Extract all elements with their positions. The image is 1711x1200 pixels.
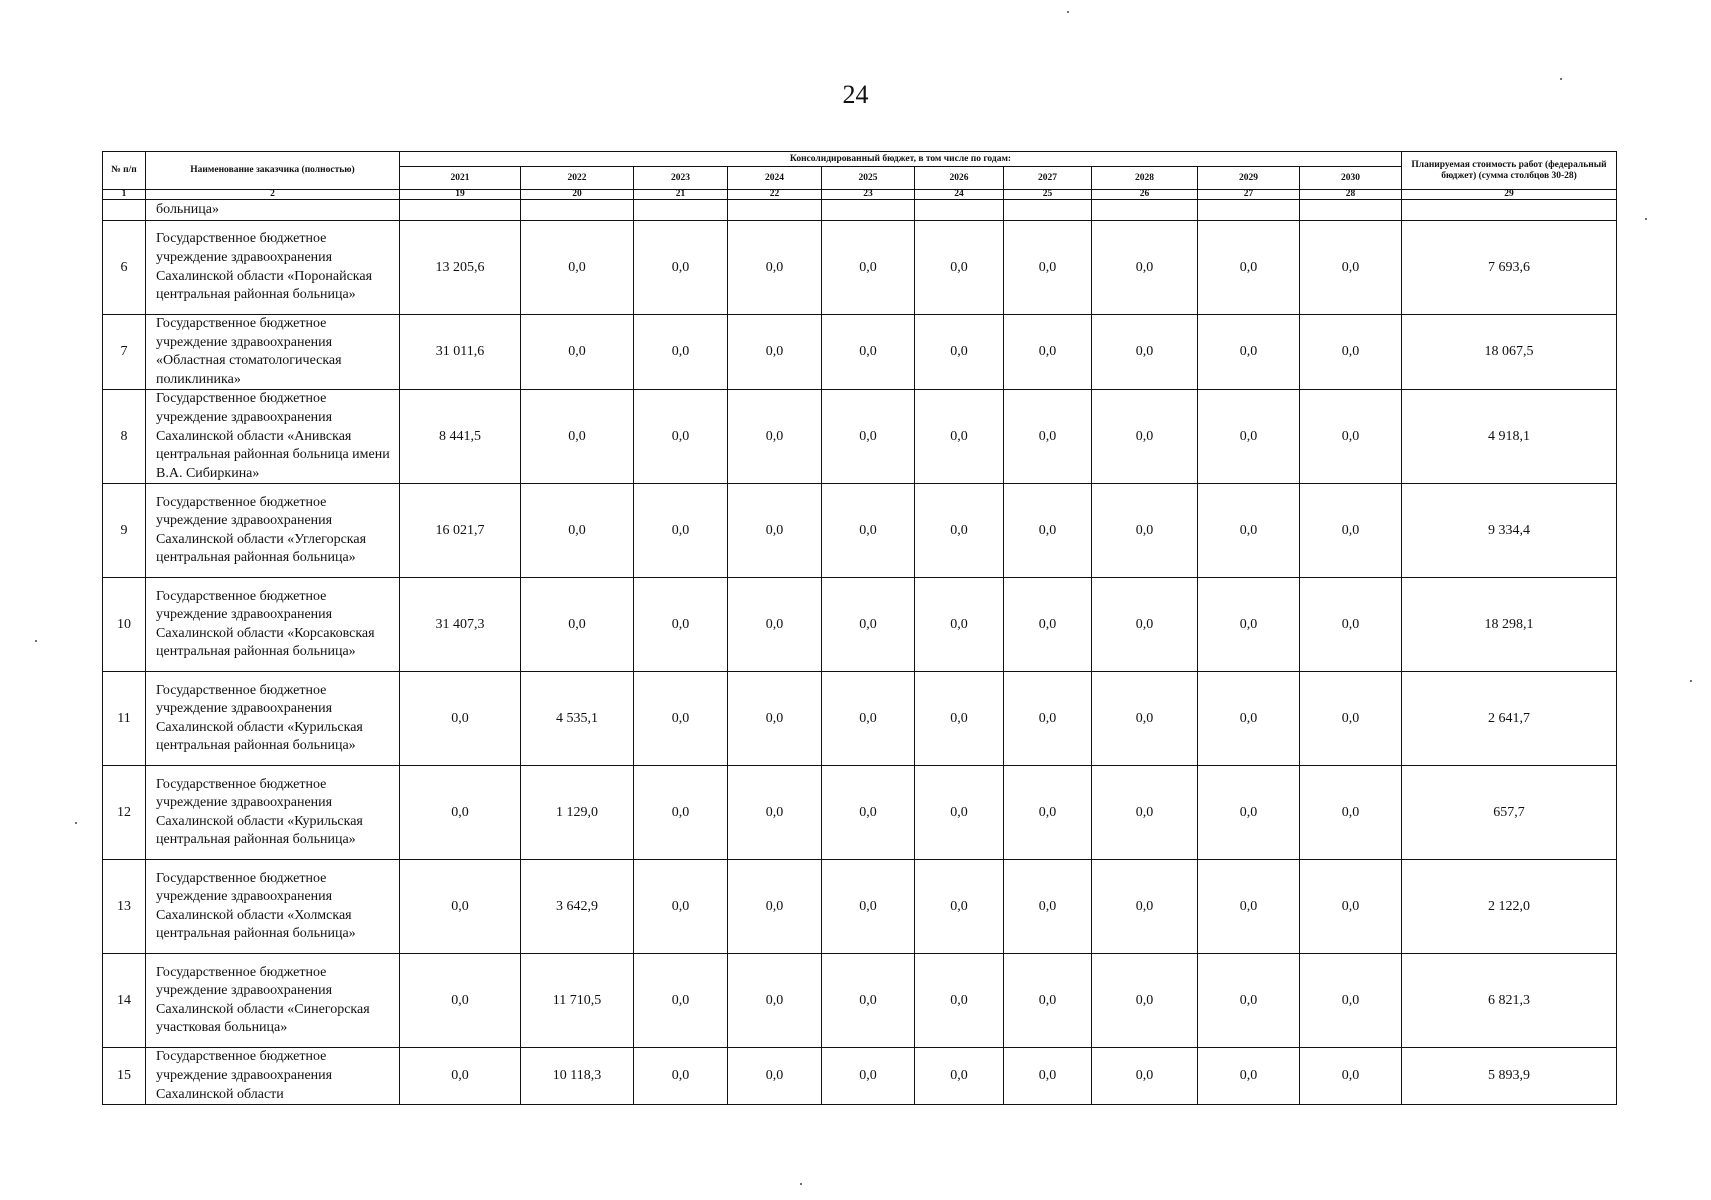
budget-value-2024: 0,0 — [728, 860, 822, 954]
customer-name: Государственное бюджетное учреждение здравоохранения Сахалинской области «Корсаковская центральная районная больница» — [146, 578, 400, 672]
budget-value-2030: 0,0 — [1300, 484, 1402, 578]
table-row — [103, 766, 1617, 860]
table-body — [103, 200, 1617, 1105]
budget-value-2029: 0,0 — [1198, 672, 1300, 766]
row-number: 9 — [103, 484, 146, 578]
budget-value-2024: 0,0 — [728, 484, 822, 578]
column-number-cell: 22 — [728, 190, 822, 200]
budget-value-2028: 0,0 — [1092, 1048, 1198, 1105]
budget-value-2023: 0,0 — [634, 766, 728, 860]
budget-value-2023: 0,0 — [634, 390, 728, 484]
year-header-2030: 2030 — [1300, 167, 1402, 190]
budget-value-2027: 0,0 — [1004, 578, 1092, 672]
budget-value-2030: 0,0 — [1300, 390, 1402, 484]
table-row — [103, 578, 1617, 672]
row-number: 6 — [103, 221, 146, 315]
planned-cost: 7 693,6 — [1402, 221, 1617, 315]
budget-value-2021: 0,0 — [400, 954, 521, 1048]
budget-value-2027: 0,0 — [1004, 315, 1092, 390]
budget-value-2022: 0,0 — [521, 484, 634, 578]
header-num: № п/п — [103, 152, 146, 190]
year-header-2023: 2023 — [634, 167, 728, 190]
budget-value-2023: 0,0 — [634, 484, 728, 578]
row-number: 14 — [103, 954, 146, 1048]
budget-value-2027: 0,0 — [1004, 484, 1092, 578]
budget-value-2024: 0,0 — [728, 315, 822, 390]
budget-value-2027: 0,0 — [1004, 954, 1092, 1048]
scan-speck — [35, 640, 37, 642]
budget-value-2027: 0,0 — [1004, 390, 1092, 484]
budget-value-2024: 0,0 — [728, 578, 822, 672]
budget-value-2022: 0,0 — [521, 315, 634, 390]
budget-value-2022: 0,0 — [521, 221, 634, 315]
budget-value-2021: 31 407,3 — [400, 578, 521, 672]
planned-cost: 2 641,7 — [1402, 672, 1617, 766]
carryover-num-cell — [103, 200, 146, 221]
budget-value-2024: 0,0 — [728, 954, 822, 1048]
column-number-cell: 19 — [400, 190, 521, 200]
budget-value-2021: 13 205,6 — [400, 221, 521, 315]
row-number: 8 — [103, 390, 146, 484]
header-budget-group: Консолидированный бюджет, в том числе по годам: — [400, 152, 1402, 167]
carryover-name: больница» — [146, 200, 400, 221]
customer-name: Государственное бюджетное учреждение здравоохранения Сахалинской области «Углегорская центральная районная больница» — [146, 484, 400, 578]
column-number-cell: 20 — [521, 190, 634, 200]
budget-value-2028: 0,0 — [1092, 315, 1198, 390]
table-row — [103, 315, 1617, 390]
year-header-2027: 2027 — [1004, 167, 1092, 190]
budget-value-2021: 0,0 — [400, 672, 521, 766]
column-number-cell: 21 — [634, 190, 728, 200]
year-header-2026: 2026 — [915, 167, 1004, 190]
budget-value-2029: 0,0 — [1198, 221, 1300, 315]
budget-value-2026: 0,0 — [915, 221, 1004, 315]
budget-value-2025: 0,0 — [822, 578, 915, 672]
budget-value-2025: 0,0 — [822, 1048, 915, 1105]
budget-value-2024: 0,0 — [728, 672, 822, 766]
budget-value-2029: 0,0 — [1198, 954, 1300, 1048]
budget-value-2025: 0,0 — [822, 315, 915, 390]
column-number-row — [103, 190, 1617, 200]
row-number: 7 — [103, 315, 146, 390]
budget-value-2021: 0,0 — [400, 1048, 521, 1105]
budget-value-2023: 0,0 — [634, 578, 728, 672]
budget-value-2021: 0,0 — [400, 766, 521, 860]
customer-name: Государственное бюджетное учреждение здравоохранения Сахалинской области «Холмская центральная районная больница» — [146, 860, 400, 954]
budget-value-2023: 0,0 — [634, 1048, 728, 1105]
customer-name: Государственное бюджетное учреждение здравоохранения Сахалинской области «Синегорская участковая больница» — [146, 954, 400, 1048]
scan-speck — [75, 822, 77, 824]
customer-name: Государственное бюджетное учреждение здравоохранения Сахалинской области — [146, 1048, 400, 1105]
scan-speck — [1560, 78, 1562, 80]
column-number-cell: 23 — [822, 190, 915, 200]
budget-value-2022: 11 710,5 — [521, 954, 634, 1048]
budget-value-2030: 0,0 — [1300, 315, 1402, 390]
budget-value-2024: 0,0 — [728, 1048, 822, 1105]
column-number-cell: 2 — [146, 190, 400, 200]
header-total: Планируемая стоимость работ (федеральный бюджет) (сумма столбцов 30-28) — [1402, 152, 1617, 190]
budget-value-2029: 0,0 — [1198, 390, 1300, 484]
budget-value-2026: 0,0 — [915, 860, 1004, 954]
budget-value-2025: 0,0 — [822, 484, 915, 578]
budget-value-2029: 0,0 — [1198, 315, 1300, 390]
budget-value-2022: 0,0 — [521, 578, 634, 672]
budget-value-2026: 0,0 — [915, 315, 1004, 390]
budget-value-2023: 0,0 — [634, 860, 728, 954]
budget-value-2028: 0,0 — [1092, 672, 1198, 766]
budget-value-2028: 0,0 — [1092, 578, 1198, 672]
column-number-cell: 1 — [103, 190, 146, 200]
scan-speck — [1645, 218, 1647, 220]
planned-cost: 2 122,0 — [1402, 860, 1617, 954]
budget-value-2022: 1 129,0 — [521, 766, 634, 860]
planned-cost: 4 918,1 — [1402, 390, 1617, 484]
year-header-2029: 2029 — [1198, 167, 1300, 190]
budget-value-2025: 0,0 — [822, 672, 915, 766]
budget-value-2028: 0,0 — [1092, 390, 1198, 484]
column-number-cell: 29 — [1402, 190, 1617, 200]
budget-value-2025: 0,0 — [822, 766, 915, 860]
budget-value-2028: 0,0 — [1092, 484, 1198, 578]
budget-value-2022: 0,0 — [521, 390, 634, 484]
budget-value-2028: 0,0 — [1092, 954, 1198, 1048]
scan-speck — [1067, 11, 1069, 13]
table-row — [103, 954, 1617, 1048]
budget-value-2027: 0,0 — [1004, 766, 1092, 860]
budget-value-2024: 0,0 — [728, 390, 822, 484]
planned-cost: 6 821,3 — [1402, 954, 1617, 1048]
budget-value-2027: 0,0 — [1004, 221, 1092, 315]
customer-name: Государственное бюджетное учреждение здравоохранения Сахалинской области «Курильская центральная районная больница» — [146, 672, 400, 766]
row-number: 13 — [103, 860, 146, 954]
budget-value-2024: 0,0 — [728, 766, 822, 860]
customer-name: Государственное бюджетное учреждение здравоохранения Сахалинской области «Курильская центральная районная больница» — [146, 766, 400, 860]
scan-speck — [800, 1183, 802, 1185]
table-row — [103, 390, 1617, 484]
budget-value-2025: 0,0 — [822, 221, 915, 315]
budget-value-2028: 0,0 — [1092, 860, 1198, 954]
planned-cost: 5 893,9 — [1402, 1048, 1617, 1105]
carryover-row — [103, 200, 1617, 221]
year-header-2028: 2028 — [1092, 167, 1198, 190]
row-number: 12 — [103, 766, 146, 860]
budget-value-2022: 4 535,1 — [521, 672, 634, 766]
budget-value-2029: 0,0 — [1198, 860, 1300, 954]
budget-value-2025: 0,0 — [822, 390, 915, 484]
budget-value-2026: 0,0 — [915, 1048, 1004, 1105]
column-number-cell: 24 — [915, 190, 1004, 200]
table-row — [103, 860, 1617, 954]
budget-value-2029: 0,0 — [1198, 766, 1300, 860]
budget-value-2030: 0,0 — [1300, 221, 1402, 315]
budget-value-2030: 0,0 — [1300, 578, 1402, 672]
budget-value-2030: 0,0 — [1300, 954, 1402, 1048]
planned-cost: 9 334,4 — [1402, 484, 1617, 578]
column-number-cell: 26 — [1092, 190, 1198, 200]
budget-value-2026: 0,0 — [915, 766, 1004, 860]
budget-value-2025: 0,0 — [822, 860, 915, 954]
budget-value-2027: 0,0 — [1004, 672, 1092, 766]
budget-value-2030: 0,0 — [1300, 1048, 1402, 1105]
budget-value-2027: 0,0 — [1004, 860, 1092, 954]
row-number: 10 — [103, 578, 146, 672]
budget-value-2021: 16 021,7 — [400, 484, 521, 578]
row-number: 11 — [103, 672, 146, 766]
row-number: 15 — [103, 1048, 146, 1105]
budget-value-2028: 0,0 — [1092, 221, 1198, 315]
budget-value-2030: 0,0 — [1300, 860, 1402, 954]
budget-value-2024: 0,0 — [728, 221, 822, 315]
budget-value-2023: 0,0 — [634, 221, 728, 315]
page-number: 24 — [842, 80, 869, 109]
column-number-cell: 27 — [1198, 190, 1300, 200]
budget-value-2023: 0,0 — [634, 954, 728, 1048]
budget-value-2021: 8 441,5 — [400, 390, 521, 484]
header-name: Наименование заказчика (полностью) — [146, 152, 400, 190]
budget-table — [102, 151, 1617, 1105]
budget-value-2029: 0,0 — [1198, 1048, 1300, 1105]
budget-value-2023: 0,0 — [634, 672, 728, 766]
budget-value-2030: 0,0 — [1300, 672, 1402, 766]
budget-value-2022: 10 118,3 — [521, 1048, 634, 1105]
table-row — [103, 484, 1617, 578]
budget-value-2030: 0,0 — [1300, 766, 1402, 860]
budget-value-2021: 0,0 — [400, 860, 521, 954]
customer-name: Государственное бюджетное учреждение здравоохранения «Областная стоматологическая поликлиника» — [146, 315, 400, 390]
table-row — [103, 221, 1617, 315]
budget-value-2026: 0,0 — [915, 954, 1004, 1048]
scan-speck — [1690, 680, 1692, 682]
budget-value-2029: 0,0 — [1198, 484, 1300, 578]
table-header — [103, 152, 1617, 200]
budget-value-2026: 0,0 — [915, 672, 1004, 766]
budget-value-2029: 0,0 — [1198, 578, 1300, 672]
column-number-cell: 28 — [1300, 190, 1402, 200]
planned-cost: 657,7 — [1402, 766, 1617, 860]
year-header-2025: 2025 — [822, 167, 915, 190]
budget-value-2027: 0,0 — [1004, 1048, 1092, 1105]
customer-name: Государственное бюджетное учреждение здравоохранения Сахалинской области «Поронайская центральная районная больница» — [146, 221, 400, 315]
column-number-cell: 25 — [1004, 190, 1092, 200]
budget-value-2026: 0,0 — [915, 390, 1004, 484]
planned-cost: 18 067,5 — [1402, 315, 1617, 390]
year-header-2021: 2021 — [400, 167, 521, 190]
budget-value-2025: 0,0 — [822, 954, 915, 1048]
budget-value-2023: 0,0 — [634, 315, 728, 390]
year-header-2024: 2024 — [728, 167, 822, 190]
table-row — [103, 1048, 1617, 1105]
customer-name: Государственное бюджетное учреждение здравоохранения Сахалинской области «Анивская центральная районная больница имени В.А. Сибиркина» — [146, 390, 400, 484]
budget-value-2026: 0,0 — [915, 578, 1004, 672]
year-header-2022: 2022 — [521, 167, 634, 190]
budget-value-2021: 31 011,6 — [400, 315, 521, 390]
table-row — [103, 672, 1617, 766]
budget-value-2022: 3 642,9 — [521, 860, 634, 954]
budget-value-2028: 0,0 — [1092, 766, 1198, 860]
budget-value-2026: 0,0 — [915, 484, 1004, 578]
planned-cost: 18 298,1 — [1402, 578, 1617, 672]
